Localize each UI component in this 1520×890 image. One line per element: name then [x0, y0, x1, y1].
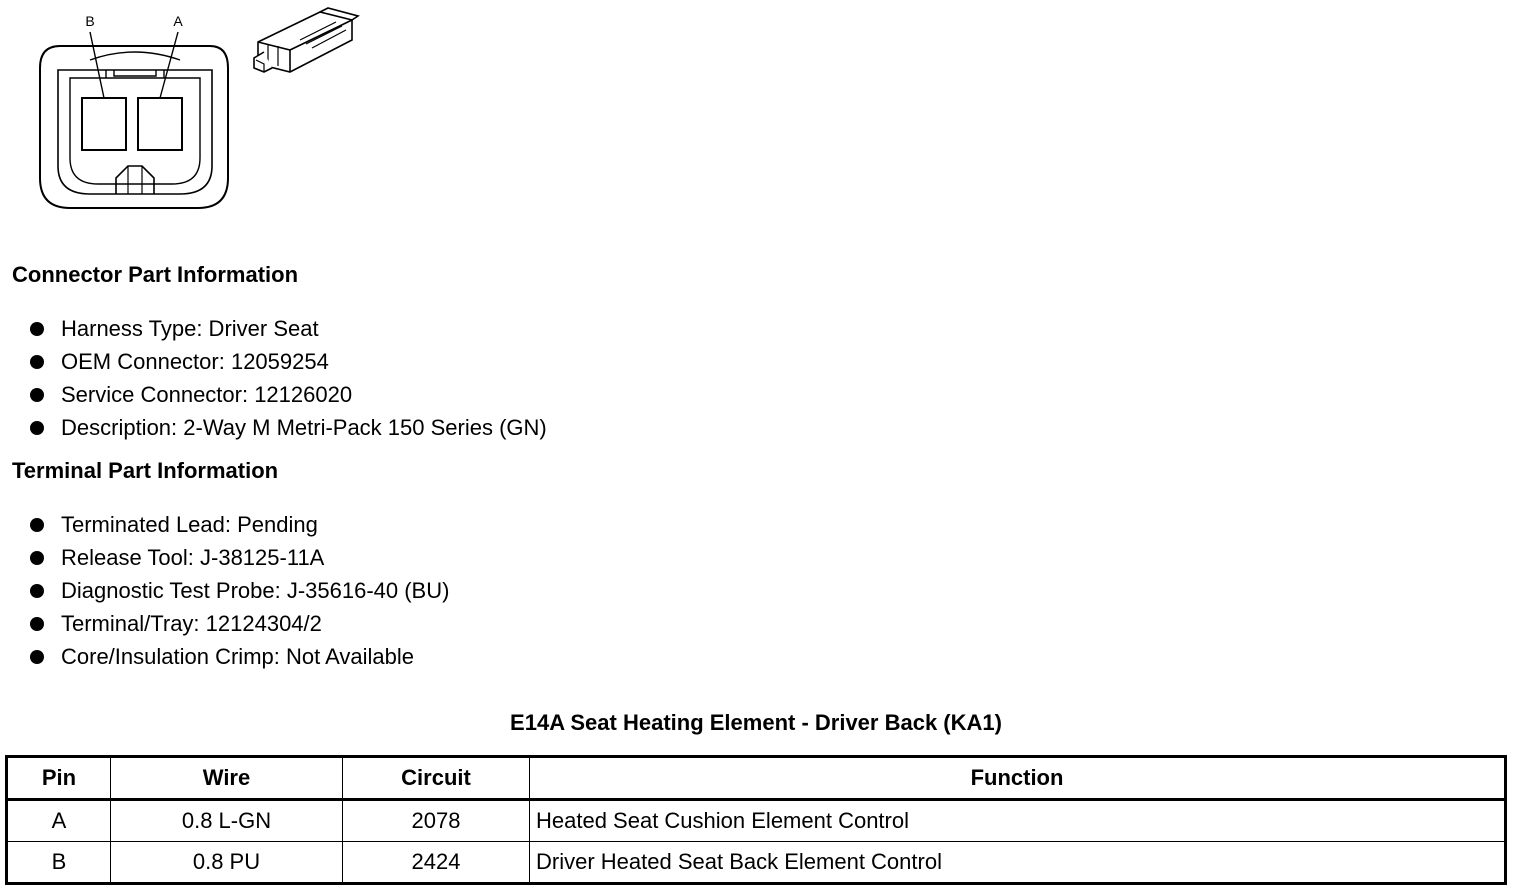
- pinout-table: [5, 755, 1507, 885]
- connector-isometric-view: [250, 2, 365, 87]
- cell-wire: 0.8 PU: [111, 842, 343, 884]
- list-item: Release Tool: J-38125-11A: [28, 543, 449, 576]
- pin-label-b: B: [85, 13, 95, 29]
- terminal-cavity-b: [82, 98, 126, 150]
- list-item: OEM Connector: 12059254: [28, 347, 547, 380]
- list-item: Terminated Lead: Pending: [28, 510, 449, 543]
- list-item: Core/Insulation Crimp: Not Available: [28, 642, 449, 675]
- bullet-icon: [30, 617, 44, 631]
- bullet-icon: [30, 322, 44, 336]
- list-item: Terminal/Tray: 12124304/2: [28, 609, 449, 642]
- pin-label-a: A: [173, 13, 183, 29]
- table-header-row: [7, 757, 1506, 800]
- bullet-icon: [30, 388, 44, 402]
- list-item: Service Connector: 12126020: [28, 380, 547, 413]
- connector-info-list: [28, 314, 547, 446]
- bullet-icon: [30, 421, 44, 435]
- list-item: Harness Type: Driver Seat: [28, 314, 547, 347]
- bullet-icon: [30, 551, 44, 565]
- bullet-icon: [30, 355, 44, 369]
- list-item: Diagnostic Test Probe: J-35616-40 (BU): [28, 576, 449, 609]
- header-function: Function: [530, 757, 1506, 800]
- bullet-icon: [30, 650, 44, 664]
- connector-latch: [90, 52, 180, 60]
- connector-face-diagram: [30, 8, 240, 218]
- bullet-icon: [30, 584, 44, 598]
- table-row: [7, 800, 1506, 842]
- terminal-info-heading: Terminal Part Information: [12, 458, 279, 483]
- list-item: Description: 2-Way M Metri-Pack 150 Series (GN): [28, 413, 547, 446]
- cell-pin: B: [7, 842, 111, 884]
- header-wire: Wire: [111, 757, 343, 800]
- cell-circuit: 2078: [343, 800, 530, 842]
- terminal-cavity-a: [138, 98, 182, 150]
- terminal-info-list: [28, 510, 449, 675]
- cell-function: Driver Heated Seat Back Element Control: [530, 842, 1506, 884]
- table-row: [7, 842, 1506, 884]
- connector-polarization-key: [116, 166, 154, 194]
- connector-info-heading: Connector Part Information: [12, 262, 299, 287]
- cell-function: Heated Seat Cushion Element Control: [530, 800, 1506, 842]
- cell-circuit: 2424: [343, 842, 530, 884]
- bullet-icon: [30, 518, 44, 532]
- cell-wire: 0.8 L-GN: [111, 800, 343, 842]
- table-title: E14A Seat Heating Element - Driver Back (KA1): [510, 710, 1002, 735]
- cell-pin: A: [7, 800, 111, 842]
- header-circuit: Circuit: [343, 757, 530, 800]
- header-pin: Pin: [7, 757, 111, 800]
